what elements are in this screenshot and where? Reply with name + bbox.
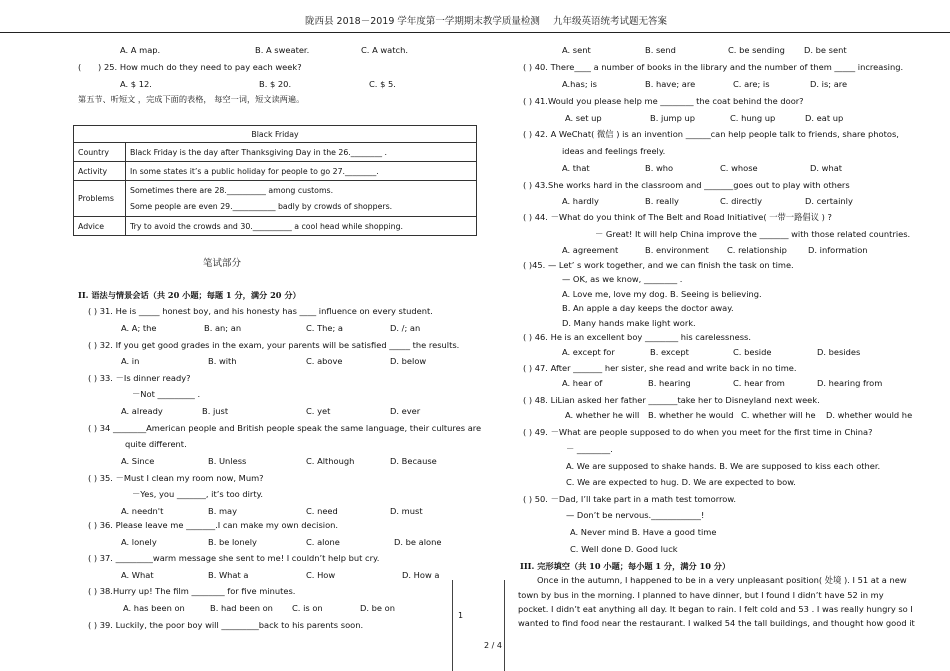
q46-option-d: D. besides [817,347,861,357]
question-34: ( ) 34 ________American people and British people speak the same language, their cultures are [88,423,482,433]
column-divider [504,580,505,671]
question-32: ( ) 32. If you get good grades in the exam, your parents will be satisfied _____ the results. [88,340,460,350]
page-header [0,0,950,33]
q34-option-c: C. Although [306,456,355,466]
q40-option-c: C. are; is [733,79,770,89]
question-49: ( ) 49. －What are people supposed to do when you meet for the first time in China? [523,427,873,437]
q43-option-c: C. directly [720,196,763,206]
q35-option-b: B. may [208,506,238,516]
q25-text: 25. How much do they need to pay each week? [104,62,302,72]
q45-extra-2: A. Love me, love my dog. B. Seeing is believing. [562,289,762,299]
page-mark: 1 [458,611,464,620]
row-content: Try to avoid the crowds and 30.__________ a cool head while shopping. [126,217,477,236]
column-divider [452,580,453,671]
question-46: ( ) 46. He is an excellent boy ________ his carelessness. [523,332,751,342]
q44-option-b: B. environment [645,245,709,255]
q37-option-c: C. How [306,570,336,580]
question-43: ( ) 43.She works hard in the classroom and _______goes out to play with others [523,180,850,190]
q50-extra-3: C. Well done D. Good luck [570,544,678,554]
q43-option-a: A. hardly [562,196,599,206]
q33-extra: －Not _________ . [132,389,201,399]
q48-option-d: D. whether would he [826,410,913,420]
q36-option-a: A. lonely [121,537,157,547]
question-37: ( ) 37. _________warm message she sent to me! I couldn’t help but cry. [88,553,380,563]
q41-option-c: C. hung up [730,113,776,123]
q45-extra-1: — OK, as we know, ________ . [562,274,683,284]
q40-option-b: B. have; are [645,79,696,89]
table-title: Black Friday [74,126,477,143]
q31-option-a: A. A; the [121,323,157,333]
question-50: ( ) 50. －Dad, I’ll take part in a math test tomorrow. [523,494,736,504]
q32-option-a: A. in [121,356,140,366]
q35-option-d: D. must [390,506,423,516]
q46-option-b: B. except [650,347,689,357]
q41-option-b: B. jump up [650,113,696,123]
row-content-line: Some people are even 29.___________ badly by crowds of shoppers. [130,201,393,211]
q46-option-c: C. beside [733,347,772,357]
question-42: ( ) 42. A WeChat( 微信 ) is an invention ______can help people talk to friends, share photos, [523,129,899,139]
q41-option-a: A. set up [565,113,602,123]
q45-extra-3: B. An apple a day keeps the doctor away. [562,303,734,313]
row-label: Country [74,143,126,162]
q42-option-d: D. what [810,163,843,173]
q37-option-d: D. How a [402,570,440,580]
row-content: Black Friday is the day after Thanksgiving Day in the 26.________ . [126,143,477,162]
passage-line: Once in the autumn, I happened to be in a very unpleasant position( 处境 ). I 51 at a new [537,575,907,585]
q42-extra: ideas and feelings freely. [562,146,666,156]
q33-option-c: C. yet [306,406,331,416]
q46-option-a: A. except for [562,347,615,357]
question-41: ( ) 41.Would you please help me ________ the coat behind the door? [523,96,804,106]
q35-option-a: A. needn't [121,506,164,516]
black-friday-table [73,125,477,236]
table-row [74,143,477,162]
q43-option-b: B. really [645,196,679,206]
q36-option-b: B. be lonely [208,537,257,547]
q39-option-c: C. be sending [728,45,785,55]
q47-option-a: A. hear of [562,378,603,388]
header-subtitle: 九年级英语统考试题无答案 [553,16,668,27]
q34-option-d: D. Because [390,456,437,466]
row-label: Activity [74,162,126,181]
q44-option-a: A. agreement [562,245,619,255]
q49-extra-1: － ________. [566,444,613,454]
q39-option-a: A. sent [562,45,591,55]
q31-option-b: B. an; an [204,323,242,333]
q25-paren-close: ) [98,62,102,72]
question-33: ( ) 33. －Is dinner ready? [88,373,191,383]
q44-option-d: D. information [808,245,868,255]
q33-option-d: D. ever [390,406,421,416]
passage-line: pocket. I didn’t eat anything all day. It began to rain. I felt cold and 53 . I was really hungry so I [518,604,913,614]
row-label: Problems [74,181,126,217]
q34-option-b: B. Unless [208,456,247,466]
q24-option-c: C. A watch. [361,45,408,55]
q32-option-b: B. with [208,356,237,366]
q25-option-b: B. $ 20. [259,79,292,89]
part5-title: 第五节、听短文 ，完成下面的表格， 每空一词，短文读两遍。 [78,94,305,104]
question-36: ( ) 36. Please leave me _______.I can make my own decision. [88,520,339,530]
q48-option-c: C. whether will he [741,410,816,420]
row-label: Advice [74,217,126,236]
q31-option-d: D. /; an [390,323,421,333]
q39-option-b: B. send [645,45,676,55]
q48-option-b: B. whether he would [648,410,734,420]
q24-option-a: A. A map. [120,45,161,55]
q40-option-d: D. is; are [810,79,848,89]
question-45: ( )45. — Let’ s work together, and we can finish the task on time. [523,260,794,270]
q45-extra-4: D. Many hands make light work. [562,318,696,328]
q31-option-c: C. The; a [306,323,344,333]
q43-option-d: D. certainly [805,196,853,206]
q32-option-d: D. below [390,356,427,366]
q47-option-b: B. hearing [648,378,691,388]
section-3-title: III. 完形填空（共 10 小题；每小题 1 分，满分 10 分） [520,561,731,571]
q42-option-c: C. whose [720,163,758,173]
q38-option-b: B. had been on [210,603,273,613]
q39-option-d: D. be sent [804,45,847,55]
q50-extra-1: — Don’t be nervous.____________! [566,510,705,520]
table-row [74,217,477,236]
q38-option-a: A. has been on [123,603,185,613]
q49-extra-2: A. We are supposed to shake hands. B. We are supposed to kiss each other. [566,461,881,471]
q49-extra-3: C. We are expected to hug. D. We are expected to bow. [566,477,796,487]
q48-option-a: A. whether he will [565,410,640,420]
question-48: ( ) 48. LiLian asked her father _______take her to Disneyland next week. [523,395,820,405]
q37-option-b: B. What a [208,570,249,580]
q36-option-d: D. be alone [394,537,442,547]
q34-extra: quite different. [125,439,187,449]
q44-extra: － Great! It will help China improve the _______ with those related countries. [595,229,911,239]
q36-option-c: C. alone [306,537,340,547]
q35-extra: －Yes, you _______, it’s too dirty. [132,489,263,499]
question-35: ( ) 35. －Must I clean my room now, Mum? [88,473,264,483]
q47-option-c: C. hear from [733,378,785,388]
question-31: ( ) 31. He is _____ honest boy, and his honesty has ____ influence on every student. [88,306,433,316]
question-47: ( ) 47. After _______ her sister, she read and write back in no time. [523,363,797,373]
q40-option-a: A.has; is [562,79,597,89]
q35-option-c: C. need [306,506,338,516]
q25-paren: ( [78,62,82,72]
q33-option-b: B. just [202,406,229,416]
row-content: In some states it’s a public holiday for people to go 27.________. [126,162,477,181]
header-title: 陇西县 2018－2019 学年度第一学期期末教学质量检测 [305,16,540,27]
table-row [74,181,477,217]
q44-option-c: C. relationship [727,245,787,255]
q42-option-b: B. who [645,163,674,173]
q32-option-c: C. above [306,356,343,366]
q47-option-d: D. hearing from [817,378,883,388]
passage-line: wanted to find food near the restaurant. I walked 54 the tall buildings, and thought how good it [518,618,915,628]
question-44: ( ) 44. －What do you think of The Belt and Road Initiative( 一带一路倡议 ) ? [523,212,832,222]
table-row [74,162,477,181]
q50-extra-2: A. Never mind B. Have a good time [570,527,717,537]
question-40: ( ) 40. There____ a number of books in the library and the number of them _____ increasing. [523,62,904,72]
q25-option-a: A. $ 12. [120,79,152,89]
written-part-title: 笔试部分 [203,258,242,269]
q41-option-d: D. eat up [805,113,844,123]
page-number: 2 / 4 [484,641,502,650]
q42-option-a: A. that [562,163,590,173]
q38-option-d: D. be on [360,603,396,613]
q34-option-a: A. Since [121,456,155,466]
section-2-title: II. 语法与情景会话（共 20 小题；每题 1 分，满分 20 分） [78,290,301,300]
row-content-line: Sometimes there are 28.__________ among customs. [130,185,334,195]
question-39: ( ) 39. Luckily, the poor boy will _________back to his parents soon. [88,620,364,630]
passage-line: town by bus in the morning. I planned to have dinner, but I found I didn’t have 52 in my [518,590,884,600]
q37-option-a: A. What [121,570,154,580]
question-38: ( ) 38.Hurry up! The film ________ for five minutes. [88,586,296,596]
q24-option-b: B. A sweater. [255,45,310,55]
q38-option-c: C. is on [292,603,323,613]
q33-option-a: A. already [121,406,163,416]
q25-option-c: C. $ 5. [369,79,396,89]
